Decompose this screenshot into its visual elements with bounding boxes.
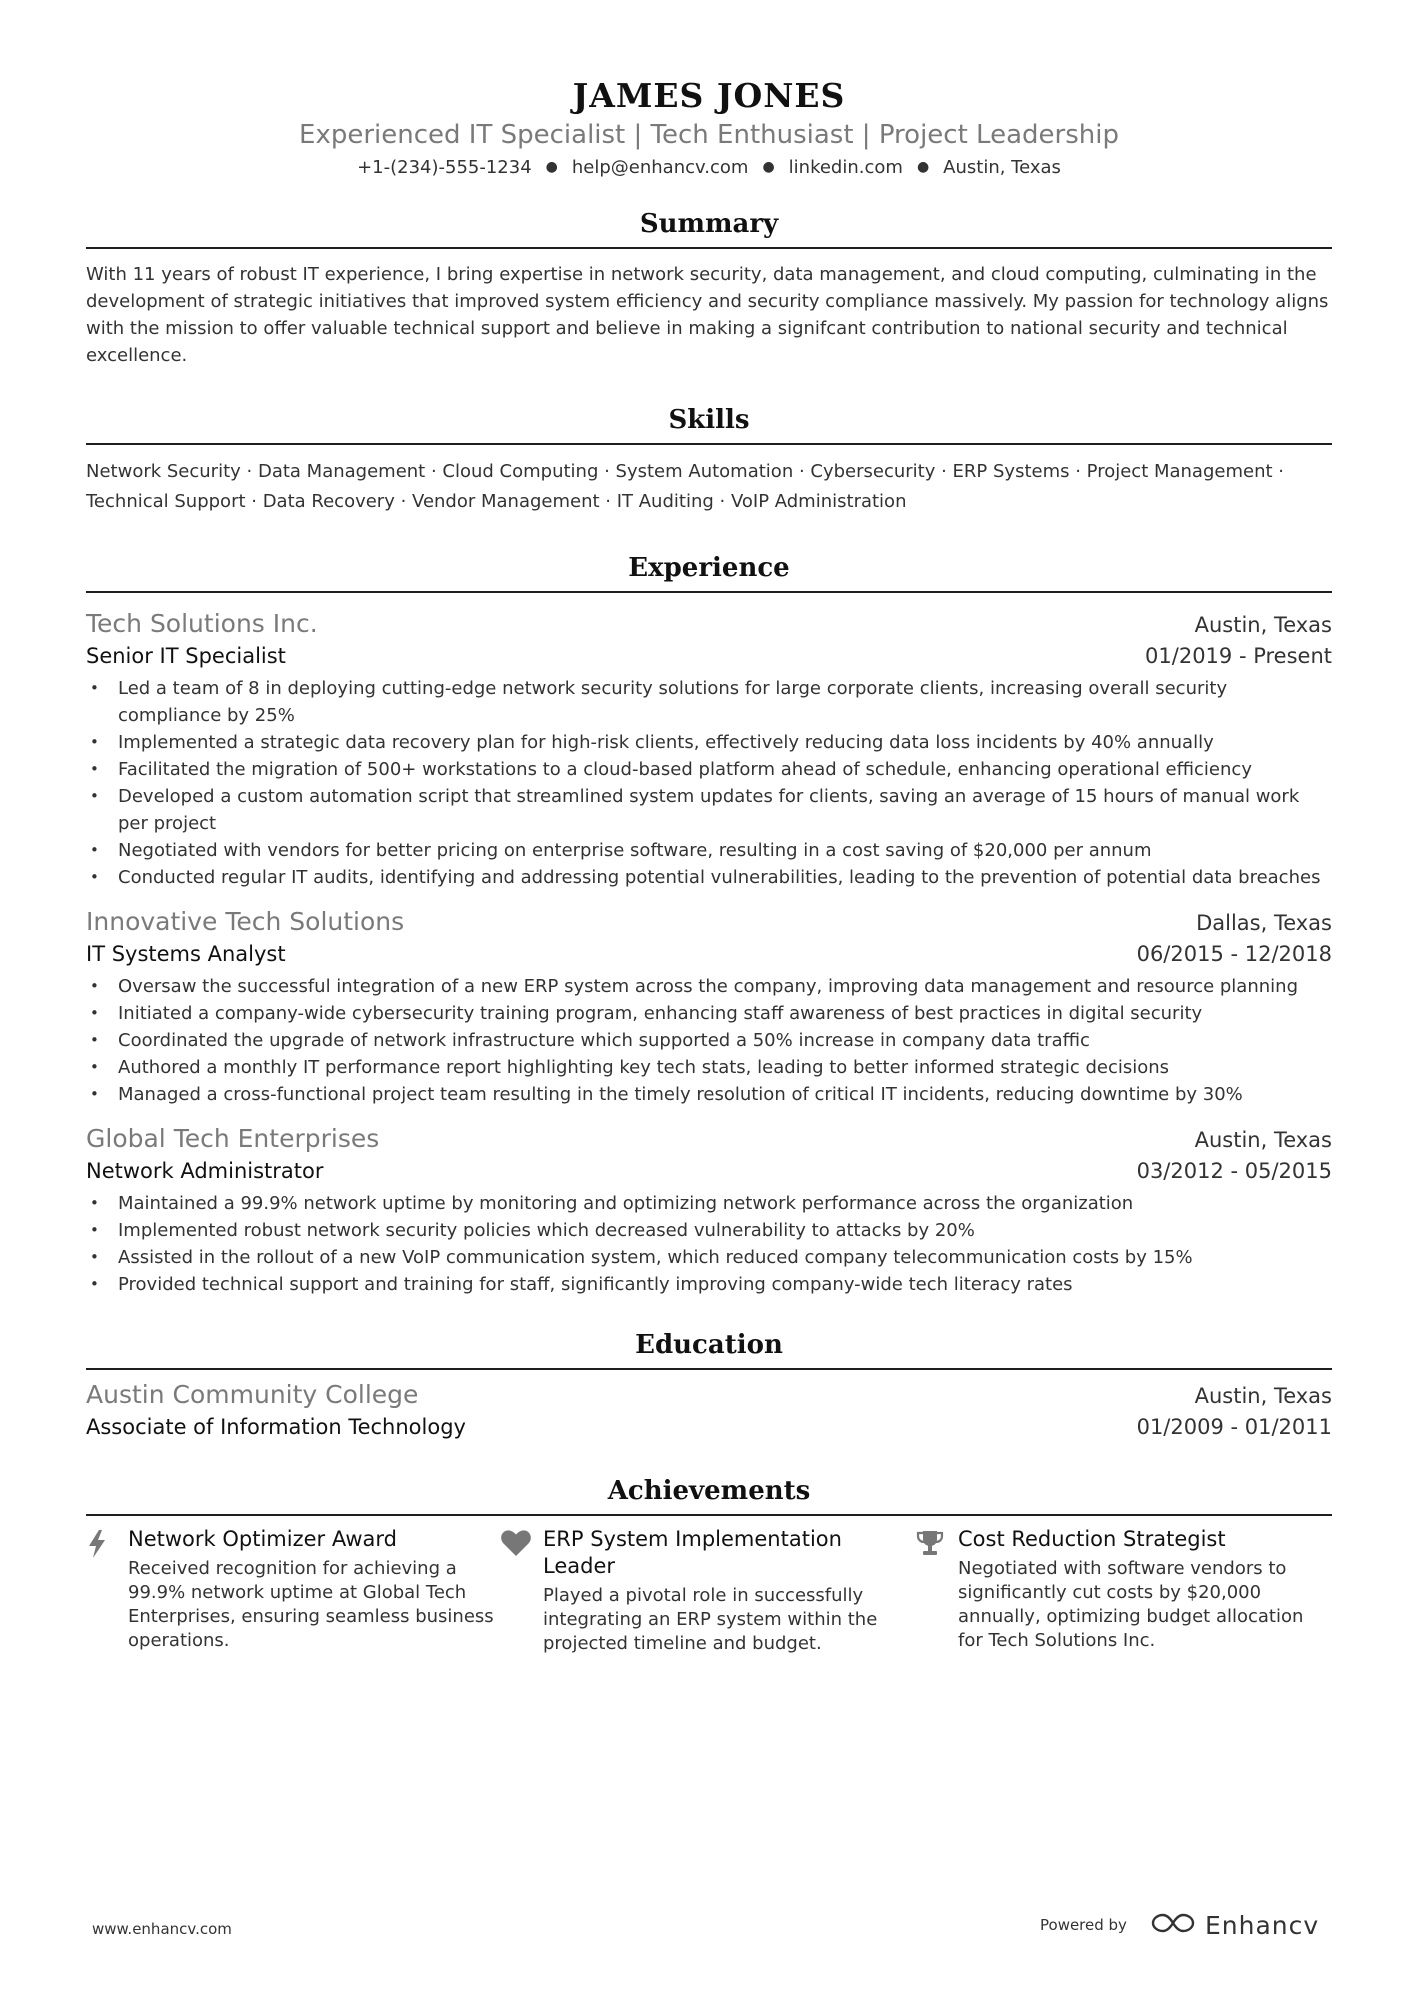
job-dates: 03/2012 - 05/2015 [1136, 1159, 1332, 1183]
contact-phone: +1-(234)-555-1234 [357, 157, 532, 178]
job-role: Senior IT Specialist [86, 644, 286, 668]
summary-section [86, 207, 1332, 369]
achievement-desc: Negotiated with software vendors to significantly cut costs by $20,000 annually, optimizing budget allocation for Tech Solutions Inc. [958, 1558, 1304, 1651]
section-title-summary: Summary [639, 209, 779, 239]
powered-by-label: Powered by [1040, 1916, 1127, 1934]
section-divider [86, 1368, 1332, 1370]
section-divider [86, 443, 1332, 445]
skills-list: Network Security · Data Management · Cloud Computing · System Automation · Cybersecurity · ERP Systems · Project Management · Technical Support · Data Recovery · Vendor Management · IT Auditing · VoIP Administration [86, 461, 1284, 512]
section-title-education: Education [635, 1330, 783, 1360]
job-header-row [86, 905, 1332, 939]
contact-email: help@enhancv.com [571, 157, 749, 178]
job-company: Tech Solutions Inc. [86, 609, 318, 638]
job-header-row [86, 1122, 1332, 1156]
heart-icon [501, 1526, 543, 1656]
education-degree: Associate of Information Technology [86, 1415, 466, 1439]
education-school: Austin Community College [86, 1380, 419, 1409]
section-divider [86, 1514, 1332, 1516]
list-item: • Conducted regular IT audits, identifying and addressing potential vulnerabilities, leading to the prevention of potential data breaches [86, 864, 1332, 891]
job-location: Austin, Texas [1194, 1128, 1332, 1152]
achievement-desc: Received recognition for achieving a 99.9% network uptime at Global Tech Enterprises, ensuring seamless business operations. [128, 1558, 494, 1651]
footer-website[interactable]: www.enhancv.com [92, 1920, 232, 1938]
job-dates: 06/2015 - 12/2018 [1136, 942, 1332, 966]
bolt-icon [86, 1526, 128, 1656]
education-degree-row [86, 1412, 1332, 1442]
resume-page [86, 0, 1332, 1656]
separator-dot: ● [916, 159, 930, 175]
summary-text: With 11 years of robust IT experience, I bring expertise in network security, data management, and cloud computing, culminating in the development of strategic initiatives that improved system efficiency and security compliance massively. My passion for technology aligns with the mission to offer valuable technical support and believe in making a signifcant contribution to national security and technical excellence. [86, 264, 1329, 366]
achievement-body [543, 1526, 916, 1656]
list-item: • Negotiated with vendors for better pricing on enterprise software, resulting in a cost saving of $20,000 per annum [86, 837, 1332, 864]
list-item: • Provided technical support and training for staff, significantly improving company-wide tech literacy rates [86, 1271, 1332, 1298]
job-bullets [86, 973, 1332, 1108]
list-item: • Implemented robust network security policies which decreased vulnerability to attacks by 20% [86, 1217, 1332, 1244]
education-section [86, 1328, 1332, 1442]
list-item: • Assisted in the rollout of a new VoIP communication system, which reduced company telecommunication costs by 15% [86, 1244, 1332, 1271]
section-divider [86, 247, 1332, 249]
list-item: • Managed a cross-functional project team resulting in the timely resolution of critical IT incidents, reducing downtime by 30% [86, 1081, 1332, 1108]
separator-dot: ● [762, 159, 775, 175]
contact-linkedin: linkedin.com [788, 157, 903, 178]
job-role: IT Systems Analyst [86, 942, 286, 966]
education-dates: 01/2009 - 01/2011 [1136, 1415, 1332, 1439]
job-role-row [86, 641, 1332, 671]
achievement-body [128, 1526, 501, 1656]
achievement-title: ERP System Implementation Leader [543, 1527, 842, 1578]
trophy-icon [916, 1526, 958, 1656]
job-role-row [86, 1156, 1332, 1186]
job-role-row [86, 939, 1332, 969]
list-item: • Developed a custom automation script that streamlined system updates for clients, saving an average of 15 hours of manual work per project [86, 783, 1332, 837]
job-company: Global Tech Enterprises [86, 1124, 380, 1153]
achievement-body [958, 1526, 1331, 1656]
achievement-desc: Played a pivotal role in successfully integrating an ERP system within the projected timeline and budget. [543, 1585, 878, 1654]
resume-header [86, 76, 1332, 181]
job-company: Innovative Tech Solutions [86, 907, 405, 936]
section-title-skills: Skills [668, 405, 750, 435]
enhancv-logo-icon [1149, 1910, 1197, 1940]
job-location: Dallas, Texas [1196, 911, 1332, 935]
job-bullets [86, 675, 1332, 891]
contact-location: Austin, Texas [943, 157, 1061, 178]
list-item: • Initiated a company-wide cybersecurity training program, enhancing staff awareness of best practices in digital security [86, 1000, 1332, 1027]
job-entry [86, 1122, 1332, 1298]
achievement-title: Network Optimizer Award [128, 1527, 397, 1551]
achievement-title: Cost Reduction Strategist [958, 1527, 1226, 1551]
skills-section [86, 403, 1332, 517]
experience-section [86, 551, 1332, 1298]
list-item: • Oversaw the successful integration of a new ERP system across the company, improving data management and resource planning [86, 973, 1332, 1000]
section-title-experience: Experience [628, 553, 790, 583]
list-item: • Facilitated the migration of 500+ workstations to a cloud-based platform ahead of schedule, enhancing operational efficiency [86, 756, 1332, 783]
job-location: Austin, Texas [1194, 613, 1332, 637]
list-item: • Implemented a strategic data recovery plan for high-risk clients, effectively reducing data loss incidents by 40% annually [86, 729, 1332, 756]
achievement-item [86, 1526, 501, 1656]
candidate-name: JAMES JONES [572, 76, 846, 115]
achievements-grid [86, 1526, 1332, 1656]
list-item: • Maintained a 99.9% network uptime by monitoring and optimizing network performance across the organization [86, 1190, 1332, 1217]
job-entry [86, 607, 1332, 891]
job-header-row [86, 607, 1332, 641]
education-location: Austin, Texas [1194, 1384, 1332, 1408]
list-item: • Led a team of 8 in deploying cutting-edge network security solutions for large corporate clients, increasing overall security compliance by 25% [86, 675, 1332, 729]
footer-branding [1040, 1910, 1319, 1940]
contact-line [86, 154, 1332, 181]
job-dates: 01/2019 - Present [1145, 644, 1332, 668]
candidate-headline: Experienced IT Specialist | Tech Enthusiast | Project Leadership [299, 120, 1119, 150]
achievement-item [916, 1526, 1331, 1656]
brand-name: Enhancv [1204, 1910, 1320, 1940]
education-entry [86, 1378, 1332, 1442]
list-item: • Coordinated the upgrade of network infrastructure which supported a 50% increase in company data traffic [86, 1027, 1332, 1054]
achievement-item [501, 1526, 916, 1656]
separator-dot: ● [545, 159, 558, 175]
section-title-achievements: Achievements [607, 1476, 811, 1506]
list-item: • Authored a monthly IT performance report highlighting key tech stats, leading to better informed strategic decisions [86, 1054, 1332, 1081]
job-bullets [86, 1190, 1332, 1298]
job-entry [86, 905, 1332, 1108]
education-header-row [86, 1378, 1332, 1412]
achievements-section [86, 1474, 1332, 1656]
section-divider [86, 591, 1332, 593]
job-role: Network Administrator [86, 1159, 324, 1183]
